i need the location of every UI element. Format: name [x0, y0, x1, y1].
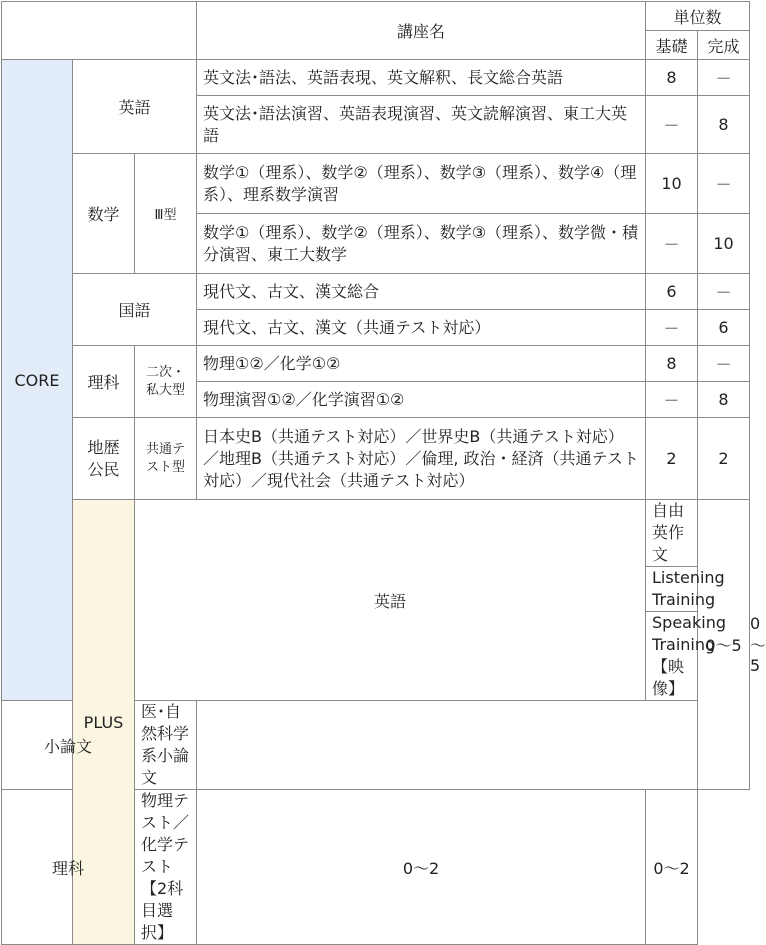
- unit-complete: 6: [698, 310, 750, 346]
- unit-basic: 2: [646, 418, 698, 500]
- course-name: Speaking Training【映像】: [646, 612, 698, 701]
- plus-science-label: 理科: [2, 790, 135, 945]
- unit-complete: 10: [698, 214, 750, 274]
- type-line: 二次・: [146, 364, 186, 380]
- type-line: 共通テ: [146, 441, 186, 457]
- unit-complete: －: [698, 154, 750, 214]
- course-name: 物理テスト／化学テスト【2科目選択】: [135, 790, 197, 945]
- label-line: 地歴: [87, 437, 120, 457]
- unit-basic: 0～5: [698, 500, 750, 790]
- core-social-label: [73, 418, 135, 500]
- unit-complete: 8: [698, 382, 750, 418]
- unit-basic: 0～2: [197, 790, 646, 945]
- core-science-label: 理科: [73, 346, 135, 418]
- header-units: 単位数: [646, 2, 750, 31]
- course-name: 現代文、古文、漢文総合: [197, 274, 646, 310]
- core-science-type: [135, 346, 197, 418]
- unit-basic: 10: [646, 154, 698, 214]
- course-name: 自由英作文: [646, 500, 698, 567]
- unit-complete: －: [698, 60, 750, 96]
- header-course-name: 講座名: [197, 2, 646, 60]
- unit-basic: 6: [646, 274, 698, 310]
- unit-basic: －: [646, 310, 698, 346]
- type-line: スト型: [146, 459, 186, 475]
- unit-complete: 8: [698, 96, 750, 154]
- course-name: 日本史B（共通テスト対応）／世界史B（共通テスト対応）／地理B（共通テスト対応）／倫理, 政治・経済（共通テスト対応）／現代社会（共通テスト対応）: [197, 418, 646, 500]
- unit-basic: －: [646, 214, 698, 274]
- plus-essay-label: 小論文: [2, 701, 135, 790]
- core-social-type: [135, 418, 197, 500]
- core-math-type: Ⅲ型: [135, 154, 197, 274]
- unit-complete: －: [698, 274, 750, 310]
- unit-basic: 8: [646, 346, 698, 382]
- course-name: 物理①②／化学①②: [197, 346, 646, 382]
- unit-basic: －: [646, 382, 698, 418]
- unit-basic: －: [646, 96, 698, 154]
- header-complete: 完成: [698, 31, 750, 60]
- course-name: Listening Training: [646, 567, 698, 612]
- course-name: 物理演習①②／化学演習①②: [197, 382, 646, 418]
- plus-english-label: 英語: [135, 500, 646, 701]
- course-name: 現代文、古文、漢文（共通テスト対応）: [197, 310, 646, 346]
- course-name: 医･自然科学系小論文: [135, 701, 197, 790]
- core-math-label: 数学: [73, 154, 135, 274]
- core-label: CORE: [2, 60, 73, 701]
- unit-complete: －: [698, 346, 750, 382]
- course-name: 数学①（理系）、数学②（理系）、数学③（理系）、数学微・積分演習、東工大数学: [197, 214, 646, 274]
- core-japanese-label: 国語: [73, 274, 197, 346]
- course-name: 数学①（理系）、数学②（理系）、数学③（理系）、数学④（理系）、理系数学演習: [197, 154, 646, 214]
- plus-label: PLUS: [73, 500, 135, 945]
- type-line: 私大型: [146, 382, 186, 398]
- label-line: 公民: [87, 459, 120, 479]
- course-name: 英文法･語法、英語表現、英文解釈、長文総合英語: [197, 60, 646, 96]
- unit-complete: 2: [698, 418, 750, 500]
- unit-complete: 0～2: [646, 790, 698, 945]
- course-name: 英文法･語法演習、英語表現演習、英文読解演習、東工大英語: [197, 96, 646, 154]
- core-english-label: 英語: [73, 60, 197, 154]
- header-corner: [2, 2, 197, 60]
- unit-basic: 8: [646, 60, 698, 96]
- header-basic: 基礎: [646, 31, 698, 60]
- course-table: 講座名 単位数 基礎 完成 CORE 英語 英文法･語法、英語表現、英文解釈、長文総合英語 8 － 英文法･語法演習、英語表現演習、英文読解演習、東工大英語 － 8 数学 Ⅲ型 数学①（理系）、数学②（理系）、数学③（理系）、数学④（理系）、理系数学演習 10 － 数学①（理系）、数学②（理系）、数学③（理系）、数学微・積分演習、東工大数学 － 10 国語 現代文、古文、漢文総合 6 － 現代文、古文、漢文（共通テスト対応） － 6 理科 二次・ 私大型 物理①②／化学①② 8 － 物理演習①②／化学演習①② － 8 地歴 公民 共通テ スト型 日本史B（共通テスト対応）／世界史B（共通テスト対応）／地理B（共通テスト対応）／倫理, 政治・経済（共通テスト対応）／現代社会（共通テスト対応） 2 2 PLUS 英語 自由英作文 0～5 0～5 Listening Training Speaking Training【映像】 小論文 医･自然科学系小論文 理科 物理テスト／化学テスト【2科目選択】 0～2 0～2: [1, 1, 750, 945]
